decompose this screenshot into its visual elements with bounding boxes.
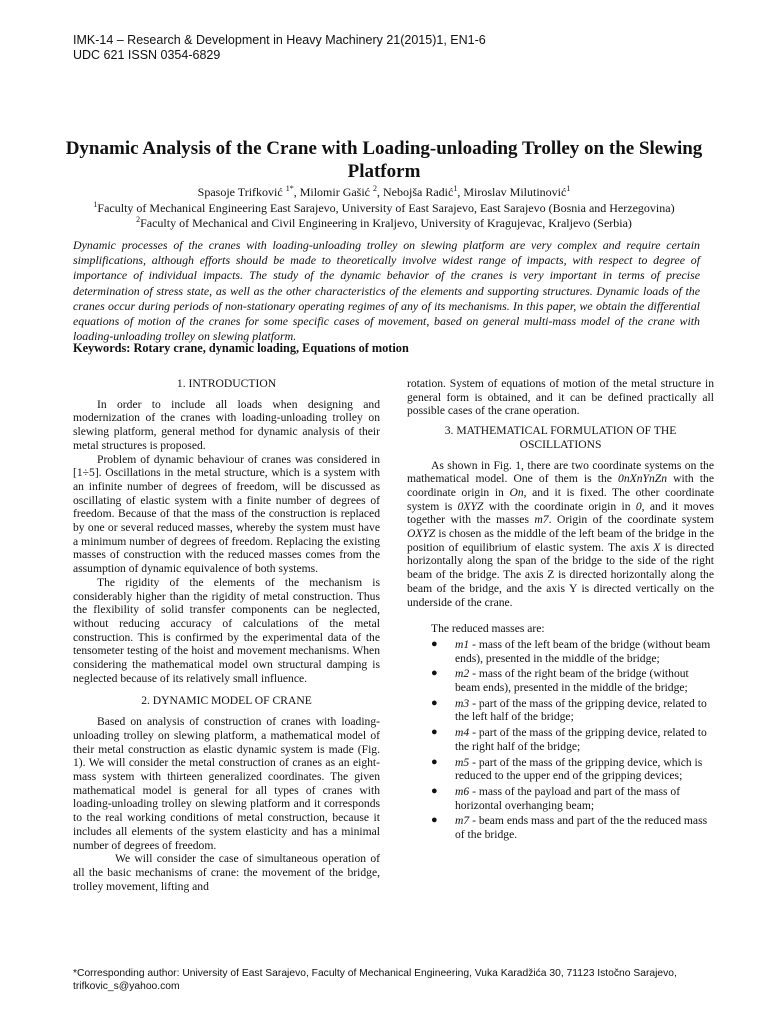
section-heading: 2. DYNAMIC MODEL OF CRANE — [141, 694, 312, 708]
math-symbol: m5 — [455, 755, 470, 769]
math-symbol: m1 — [455, 637, 470, 651]
author-block — [60, 185, 708, 232]
math-symbol: m7 — [534, 513, 549, 527]
abstract: Dynamic processes of the cranes with loading-unloading trolley on slewing platform are very complex and require certain simplifications, although efforts should be made to theoretically involve widest range of impacts, with respect to degree of importance of individual impacts. The study of the dynamic behavior of the cranes is very important in terms of precise determination of stress state, as well as the other characteristics of the elements and supporting structures. Dynamic loads of the cranes occur during periods of non-stationary operating regimes of any of its mechanisms. In this paper, we obtain the differential equations of motion of the cranes for some specific cases of movement, based on general multi-mass model of the crane with loading-unloading trolley on slewing platform. — [73, 238, 700, 344]
bullet-icon: ● — [431, 814, 438, 827]
math-symbol: m7 — [455, 814, 470, 828]
paper-title: Dynamic Analysis of the Crane with Loading-unloading Trolley on the Slewing Platform — [65, 138, 703, 182]
author-name: Milomir Gašić — [299, 185, 371, 199]
author-name: Miroslav Milutinović — [463, 185, 567, 199]
list-item: ● m2 - mass of the right beam of the bridge (without beam ends), presented in the middle of the bridge; — [431, 667, 689, 695]
bullet-icon: ● — [431, 696, 438, 709]
list-item: ● m4 - part of the mass of the gripping device, related to the right half of the bridge; — [431, 726, 707, 753]
journal-udc: UDC 621 ISSN 0354-6829 — [73, 48, 221, 62]
math-symbol: X — [653, 540, 661, 554]
list-item: ● m1 - mass of the left beam of the bridge (without beam ends), presented in the middle of the bridge; — [431, 637, 711, 665]
bullet-icon: ● — [431, 637, 438, 650]
paragraph: Based on analysis of construction of cranes with loading-unloading trolley on slewing platform, a mathematical model of their metal construction as elastic dynamic system is made (Fig. 1). We will consider the metal construction of cranes as an eight-mass system with thirteen generalized coordinates. The given mathematical model is general for all types of cranes with loading-unloading trolley on slewing platform and it corresponds to the real working conditions of metal construction, because it includes all elements of the system elasticity and has a minimal number of degrees of freedom. — [73, 715, 380, 852]
author-superscript: 2 — [373, 184, 378, 193]
math-symbol: m4 — [455, 726, 470, 740]
author-name: Spasoje Trifković — [197, 185, 283, 199]
masses-list — [407, 638, 714, 842]
left-column — [73, 377, 380, 893]
paragraph: The rigidity of the elements of the mechanism is considerably higher than the rigidity of metal construction. Thus the flexibility of solid transfer components can be neglected, without reducing accuracy of calculations of the metal construction. This is confirmed by the experimental data of the tensometer testing of the hoist and movement mechanisms. When considering the mathematical model own structural damping is neglected because of its relatively small influence. — [73, 575, 380, 685]
keywords: Keywords: Rotary crane, dynamic loading, Equations of motion — [73, 341, 409, 355]
math-symbol: OXYZ — [407, 527, 436, 541]
bullet-icon: ● — [431, 726, 438, 739]
list-item: ● m6 - mass of the payload and part of the mass of horizontal overhanging beam; — [431, 784, 681, 812]
author-name: Nebojša Radić — [383, 185, 454, 199]
paragraph: In order to include all loads when designing and modernization of the cranes with loading-unloading trolley on slewing platform, general method for dynamic analysis of their metal structures is proposed. — [73, 397, 380, 452]
journal-citation: IMK-14 – Research & Development in Heavy Machinery 21(2015)1, EN1-6 — [73, 33, 486, 47]
affiliation-2: $^2$Faculty of Mechanical and Civil Engineering in Kraljevo, University of Kragujevac, Kraljevo (Serbia) — [136, 215, 632, 230]
author-superscript: 1 — [453, 184, 458, 193]
bullet-icon: ● — [431, 755, 438, 768]
math-symbol: m2 — [455, 667, 470, 681]
affiliation-1: $^1$Faculty of Mechanical Engineering East Sarajevo, University of East Sarajevo, East Sarajevo (Bosnia and Herzegovina) — [93, 199, 675, 215]
bullet-icon: ● — [431, 784, 438, 797]
author-superscript: 1 — [566, 184, 571, 193]
math-symbol: 0 — [635, 499, 642, 513]
math-symbol: m3 — [455, 696, 470, 710]
math-symbol: On — [509, 485, 524, 499]
bullet-icon: ● — [431, 667, 438, 680]
paragraph: Problem of dynamic behaviour of cranes was considered in [1÷5]. Oscillations in the metal structure, which is a system with an infinite number of degrees of freedom, will be discussed as oscillating of elastic system with a finite number of degrees of freedom. Because of that the mass of the construction is replaced by one or several reduced masses, whereby the system must have a minimum number of degrees of freedom. Replacing the existing masses of construction with the reduced masses comes from the assumption of dynamic equivalence of both systems. — [73, 452, 380, 576]
masses-intro: The reduced masses are: — [431, 622, 545, 636]
paragraph: As shown in Fig. 1, there are two coordinate systems on the mathematical model. One of them is the 0nXnYnZn with the coordinate origin in On, and it is fixed. The other coordinate system is 0XYZ with the coordinate origin in 0, and it moves together with the masses m7. Origin of the coordinate system OXYZ is chosen as the middle of the left beam of the bridge in the position of equilibrium of elastic system. The axis X is directed horizontally along the span of the bridge to the side of the right beam of the bridge. The axis Z is directed horizontally along the beam of the bridge, and the axis Y is directed vertically on the underside of the crane. — [407, 458, 715, 609]
section-heading: 3. MATHEMATICAL FORMULATION OF THE OSCILLATIONS — [444, 424, 677, 451]
math-symbol: 0XYZ — [457, 499, 484, 513]
list-item: ● m5 - part of the mass of the gripping device, which is reduced to the upper end of the gripping devices; — [431, 755, 703, 783]
journal-header — [73, 33, 486, 63]
author-list: Spasoje Trifković $^{1*}$, Milomir Gašić $^2$, Nebojša Radić$^1$, Miroslav Milutinović$^1$ — [197, 184, 571, 199]
list-item: ● m7 - beam ends mass and part of the the reduced mass of the bridge. — [431, 814, 708, 842]
list-item: ● m3 - part of the mass of the gripping device, related to the left half of the bridge; — [431, 696, 707, 724]
corresponding-author-footnote: *Corresponding author: University of East Sarajevo, Faculty of Mechanical Engineering, Vuka Karadžića 30, 71123 Istočno Sarajevo, trifkovic_s@yahoo.com — [73, 968, 677, 992]
math-symbol: 0nXnYnZn — [618, 472, 667, 486]
section-heading: 1. INTRODUCTION — [176, 377, 277, 390]
math-symbol: m6 — [455, 784, 470, 798]
author-superscript: 1* — [285, 184, 294, 193]
right-column — [407, 377, 714, 844]
paragraph: We will consider the case of simultaneous operation of all the basic mechanisms of crane: the movement of the bridge, trolley movement, lifting and — [73, 852, 380, 893]
paragraph: rotation. System of equations of motion of the metal structure in general form is obtained, and it can be defined practically all possible cases of the crane operation. — [407, 377, 714, 418]
